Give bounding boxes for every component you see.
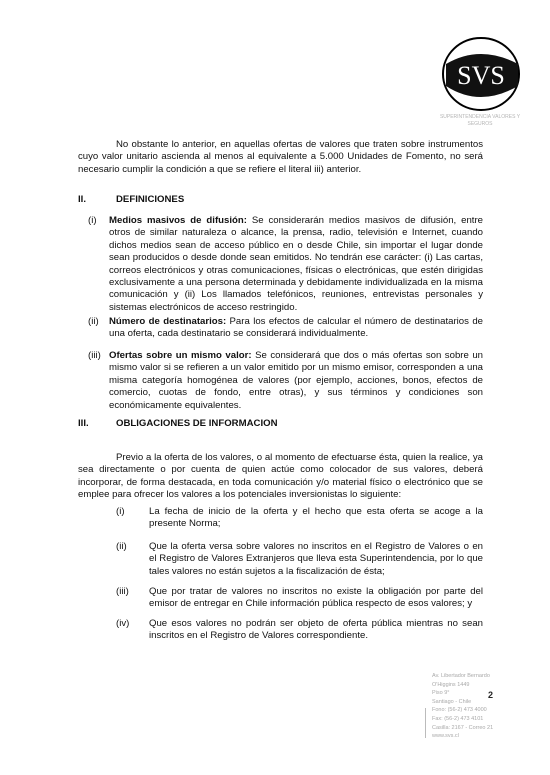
section-2-title: DEFINICIONES	[116, 194, 185, 205]
obligation-text: Que la oferta versa sobre valores no inscritos en el Registro de Valores o en el Registro de Valores Extranjeros que lleva esta Superintendencia, por lo que tales valores no están sujetos a la fiscalización de ésta;	[149, 541, 483, 577]
definition-item	[109, 215, 483, 314]
definition-term: Medios masivos de difusión:	[109, 215, 247, 226]
obligation-text: Que por tratar de valores no inscritos no existe la obligación por parte del emisor de entregar en Chile información pública respecto de esos valores; y	[149, 586, 483, 610]
definition-text: Para los efectos de calcular el número de destinatarios de una oferta, cada destinatario se considerará individualmente.	[109, 316, 483, 340]
definition-item	[109, 316, 483, 341]
section-3-title: OBLIGACIONES DE INFORMACION	[116, 418, 278, 429]
obligation-text: Que esos valores no podrán ser objeto de oferta pública mientras no sean inscritos en el Registro de Valores correspondiente.	[149, 618, 483, 642]
definition-item	[109, 350, 483, 412]
definition-text: Se considerará que dos o más ofertas son sobre un mismo valor si se refieren a un valor emitido por un mismo emisor, corresponden a una misma categoría homogénea de valores (por ejemplo, acciones, bonos, efectos de comercio, cuotas de fondo, entre otras), y sus términos y condiciones son económicamente equivalentes.	[109, 350, 483, 411]
obligation-num: (iv)	[116, 618, 130, 629]
logo-text: SVS	[457, 61, 505, 90]
footer-line: Piso 9°	[432, 690, 450, 697]
obligation-text: La fecha de inicio de la oferta y el hecho que esta oferta se acoge a la presente Norma;	[149, 506, 483, 530]
logo-subtitle: SUPERINTENDENCIA VALORES Y SEGUROS	[439, 114, 521, 127]
definition-num: (ii)	[88, 316, 99, 327]
intro-paragraph: No obstante lo anterior, en aquellas ofertas de valores que traten sobre instrumentos cuyo valor unitario ascienda al menos al equivalente a 5.000 Unidades de Fomento, no será necesario cumplir la condición a que se refiere el literal iii) anterior.	[78, 139, 483, 175]
section-3-paragraph: Previo a la oferta de los valores, o al momento de efectuarse ésta, quien la realice, ya sea directamente o por cuenta de quien actúe como colocador de sus valores, deberá incorporar, de forma destacada, en toda comunicación y/o material físico o electrónico que se emplee para ofrecer los valores a los potenciales inversionistas lo siguiente:	[78, 452, 483, 501]
section-2-number: II.	[78, 194, 86, 205]
page-number: 2	[488, 690, 494, 700]
footer-line: Fono: (56-2) 473 4000	[432, 707, 487, 714]
footer-line: Casilla: 2167 - Correo 21	[432, 724, 494, 731]
footer-line: O'Higgins 1449	[432, 681, 470, 688]
definition-term: Ofertas sobre un mismo valor:	[109, 350, 252, 361]
definition-term: Número de destinatarios:	[109, 316, 227, 327]
footer-line: Fax: (56-2) 473 4101	[432, 715, 484, 722]
footer-address	[432, 672, 532, 741]
footer-line: www.svs.cl	[432, 733, 459, 740]
definition-num: (iii)	[88, 350, 101, 361]
footer-line: Santiago - Chile	[432, 698, 472, 705]
obligation-num: (i)	[116, 506, 125, 517]
obligation-num: (ii)	[116, 541, 127, 552]
definition-num: (i)	[88, 215, 97, 226]
definition-text: Se considerarán medios masivos de difusión, entre otros de similar naturaleza o alcance, la prensa, radio, televisión e Internet, cuando dichos medios sean de acceso público en o desde Chile, sin importar el lugar donde sean producidos o desde donde sean emitidos. No tendrán ese carácter: (i) Las cartas, correos electrónicos y otras comunicaciones, físicas o electrónicas, que estén dirigidas exclusivamente a una persona determinada y debidamente individualizada en la misma comunicación y (ii) Los llamados telefónicos, reuniones, entrevistas personales y sistemas electrónicos de acceso restringido.	[109, 215, 483, 313]
svs-logo	[440, 34, 522, 112]
footer-line: Av. Libertador Bernardo	[432, 673, 490, 679]
margin-mark	[425, 708, 428, 738]
section-3-number: III.	[78, 418, 89, 429]
obligation-num: (iii)	[116, 586, 129, 597]
